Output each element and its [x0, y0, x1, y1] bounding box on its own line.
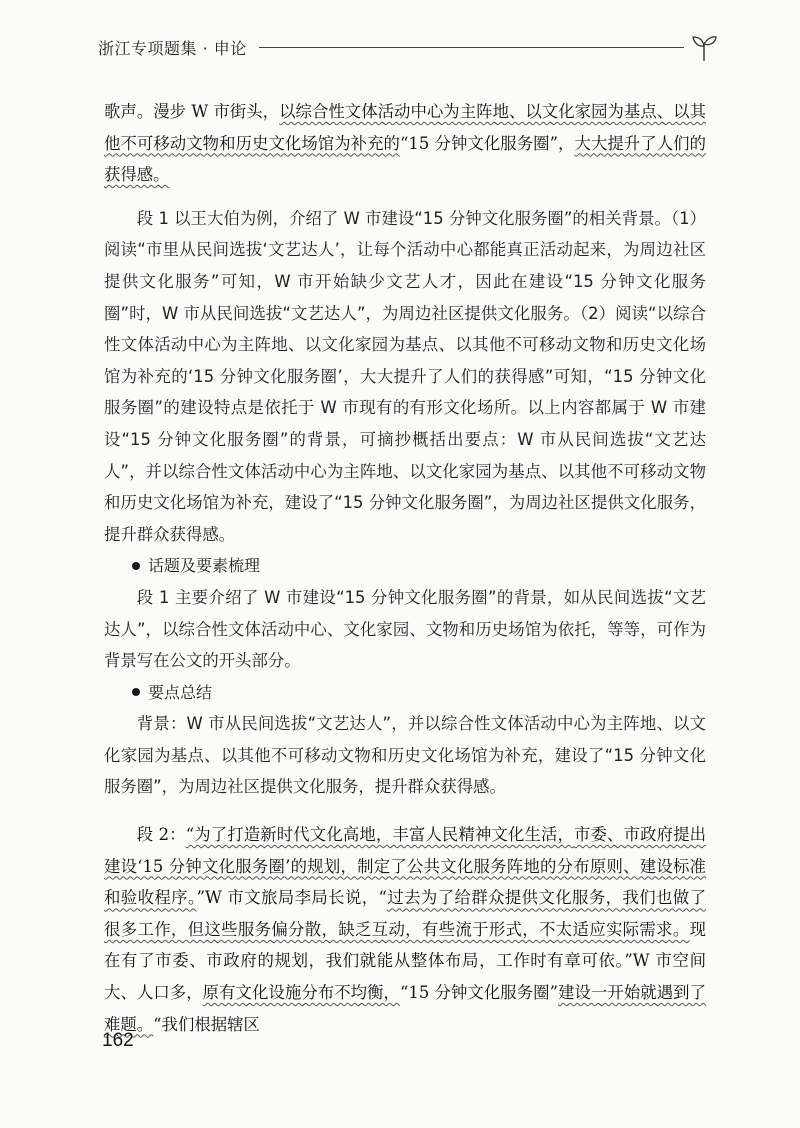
- underlined-text: 过去为了给群众提供文化服务，我们也做了很多工作，但这些服务偏分散，缺乏互动，有些流于形式，不太适应实际需求。: [104, 888, 706, 939]
- topic-paragraph: 段 1 主要介绍了 W 市建设“15 分钟文化服务圈”的背景，如从民间选拔“文艺达人”，以综合性文体活动中心、文化家园、文物和历史场馆为依托，等等，可作为背景写在公文的开头部分。: [104, 587, 706, 671]
- header-rule: [259, 47, 684, 48]
- sprout-icon: [690, 32, 718, 62]
- bullet-icon: [132, 688, 140, 696]
- underlined-text: 以综合性文体活动中心为主阵地、以文化家园为基点、以其他不可移动文物和历史文化场馆为补充的: [104, 102, 706, 153]
- book-title: 浙江专项题集 · 申论: [98, 38, 247, 58]
- material-text: 段 2：: [136, 825, 186, 845]
- underlined-text: 市委、市政府提出建设‘15 分钟文化服务圈’的规划，制定了公共文化服务阵地的分布原则、建设标准和验收程序。: [104, 825, 707, 908]
- underlined-text: 大大提升了人们的获得感。: [104, 133, 707, 185]
- underlined-text: “为了打造新时代文化高地，丰富人民精神文化生活，: [185, 825, 575, 845]
- bullet-icon: [132, 562, 140, 570]
- page-content: [104, 96, 706, 1040]
- material-paragraph-2: [104, 819, 706, 1040]
- material-text: 现在有了市委、市政府的规划，我们就能从整体布局，工作时有章可依。”W 市空间大、人口多，: [104, 919, 706, 1003]
- analysis-paragraph: 段 1 以王大伯为例，介绍了 W 市建设“15 分钟文化服务圈”的相关背景。（1）阅读“市里从民间选拔‘文艺达人’，让每个活动中心都能真正活动起来，为周边社区提供文化服务”可知，W 市开始缺少文艺人才，因此在建设“15 分钟文化服务圈”时，W 市从民间选拔“文艺达人”，为周边社区提供文化服务。（2）阅读“以综合性文体活动中心为主阵地、以文化家园为基点、以其他不可移动文物和历史文化场馆为补充的‘15 分钟文化服务圈’，大大提升了人们的获得感”可知，“15 分钟文化服务圈”的建设特点是依托于 W 市现有的有形文化场所。以上内容都属于 W 市建设“15 分钟文化服务圈”的背景，可摘抄概括出要点：W 市从民间选拔“文艺达人”，并以综合性文体活动中心为主阵地、以文化家园为基点、以其他不可移动文物和历史文化场馆为补充，建设了“15 分钟文化服务圈”，为周边社区提供文化服务，提升群众获得感。: [104, 208, 706, 544]
- underlined-text: 建设一开始就遇到了难题。: [104, 983, 707, 1034]
- section-heading-label: 话题及要素梳理: [148, 556, 261, 576]
- section-heading-summary: [104, 677, 706, 709]
- underlined-text: 原有文化设施分布不均衡，: [202, 983, 401, 1003]
- material-text: “我们根据辖区: [153, 1014, 260, 1034]
- section-heading-topics: [104, 550, 706, 582]
- material-text: “15 分钟文化服务圈”: [400, 983, 559, 1003]
- material-paragraph-1: [104, 96, 706, 191]
- running-header: [98, 30, 718, 64]
- summary-paragraph: 背景：W 市从民间选拔“文艺达人”，并以综合性文体活动中心为主阵地、以文化家园为基点、以其他不可移动文物和历史文化场馆为补充，建设了“15 分钟文化服务圈”，为周边社区提供文化服务，提升群众获得感。: [104, 714, 706, 797]
- material-text: “15 分钟文化服务圈”，: [400, 133, 575, 153]
- section-heading-label: 要点总结: [148, 682, 213, 702]
- material-text: 歌声。漫步 W 市街头，: [104, 102, 280, 121]
- material-text: ”W 市文旅局李局长说，“: [196, 888, 387, 908]
- page-number: 162: [102, 1030, 134, 1051]
